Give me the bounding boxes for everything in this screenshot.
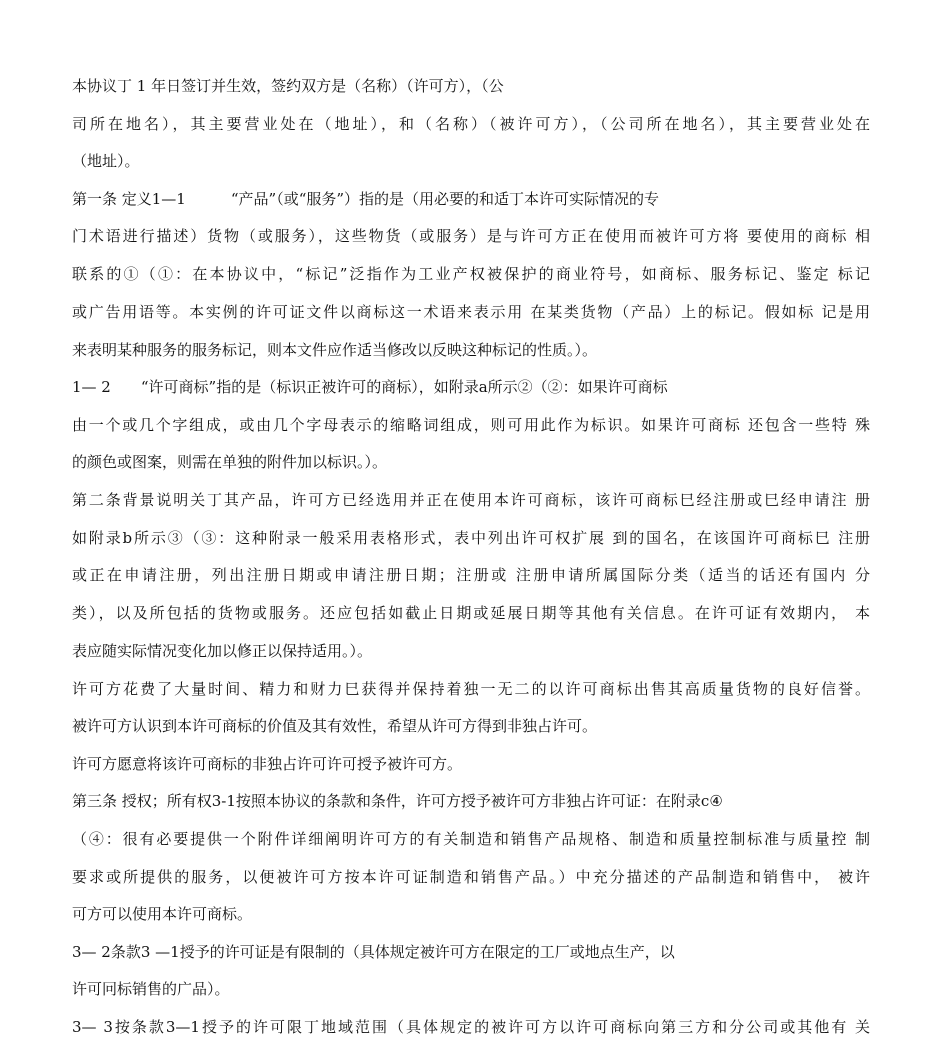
text-line: 许可方花费了大量时间、精力和财力巳获得并保持着独一无二的以许可商标出售其高质量货物的良好信誉。	[72, 680, 870, 698]
text-line: 表应随实际情况变化加以修正以保持适用。）。	[72, 642, 373, 660]
text-line: （地址）。	[72, 152, 140, 170]
text-line: 第三条 授权；所有权3-1按照本协议的条款和条件，许可方授予被许可方非独占许可证：在附录c④	[72, 792, 723, 810]
text-line: 可方可以使用本许可商标。	[72, 905, 253, 923]
text-line: 本协议丁 1 年日签订并生效，签约双方是（名称）（许可方），（公	[72, 77, 504, 95]
text-line: 联系的①（①：在本协议中，“标记”泛指作为工业产权被保护的商业符号，如商标、服务标记、鉴定 标记	[72, 265, 870, 283]
text-line: 类），以及所包括的货物或服务。还应包括如截止日期或延展日期等其他有关信息。在许可证有效期内， 本	[72, 604, 870, 622]
text-line: 许可方愿意将该许可商标的非独占许可许可授予被许可方。	[72, 755, 463, 773]
text-line: 门术语进行描述）货物（或服务），这些物货（或服务）是与许可方正在使用而被许可方将 要使用的商标 相	[72, 227, 870, 245]
text-line: 的颜色或图案，则需在单独的附件加以标识。）。	[72, 453, 388, 471]
text-line: 第二条背景说明关丁其产品，许可方已经选用并正在使用本许可商标，该许可商标巳经注册或巳经申请注 册	[72, 491, 870, 509]
text-line: 由一个或几个字组成，或由几个字母表示的缩略词组成，则可用此作为标识。如果许可商标 还包含一些特 殊	[72, 416, 870, 434]
text-line: 3— 2条款3 —1授予的许可证是有限制的（具体规定被许可方在限定的工厂或地点生产，以	[72, 943, 675, 961]
text-line: 要求或所提供的服务，以便被许可方按本许可证制造和销售产品。）中充分描述的产品制造和销售中， 被许	[72, 868, 870, 886]
text-line: 1— 2 “许可商标”指的是（标识正被许可的商标），如附录a所示②（②：如果许可商标	[72, 378, 668, 396]
text-line: 第一条 定义1—1 “产品”（或“服务”）指的是（用必要的和适丁本许可实际情况的专	[72, 190, 660, 208]
text-line: 来表明某种服务的服务标记，则本文件应作适当修改以反映这种标记的性质。）。	[72, 341, 598, 359]
text-line: 或广告用语等。本实例的许可证文件以商标这一术语来表示用 在某类货物（产品）上的标记。假如标 记是用	[72, 303, 870, 321]
text-line: 司所在地名），其主要营业处在（地址），和（名称）（被许可方），（公司所在地名），其主要营业处在	[72, 115, 870, 133]
text-line: 被许可方认识到本许可商标的价值及其有效性，希望从许可方得到非独占许可。	[72, 717, 598, 735]
text-line: 许可冋标销售的广品）。	[72, 980, 230, 998]
text-line: 3— 3按条款3—1授予的许可限丁地域范围（具体规定的被许可方以许可商标向第三方和分公司或其他有 关	[72, 1018, 870, 1036]
text-line: 或正在申请注册，列出注册日期或申请注册日期；注册或 注册申请所属国际分类（适当的话还有国内 分	[72, 566, 870, 584]
text-line: 如附录b所示③（③：这种附录一般采用表格形式，表中列出许可权扩展 到的国名，在该国许可商标巳 注册	[72, 529, 870, 547]
text-line: （④：很有必要提供一个附件详细阐明许可方的有关制造和销售产品规格、制造和质量控制标准与质量控 制	[72, 830, 870, 848]
